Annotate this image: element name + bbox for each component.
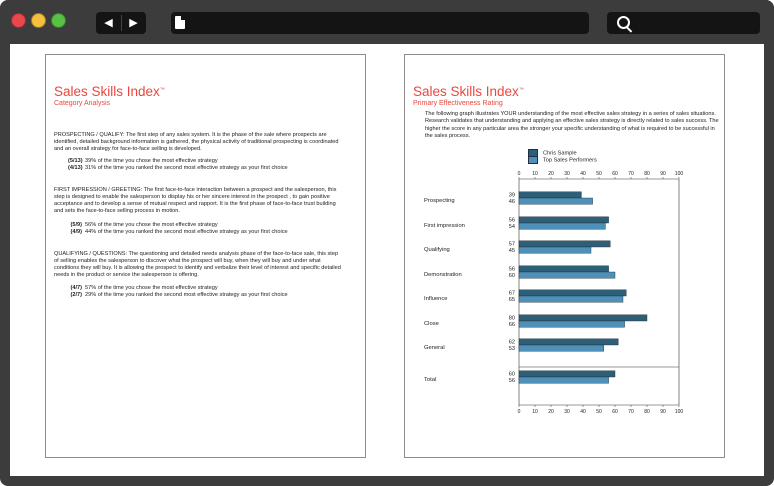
document-viewer (10, 44, 764, 476)
bar-top-performers (519, 345, 604, 351)
x-tick-label-bottom: 20 (548, 409, 554, 415)
x-tick-label-top: 10 (532, 171, 538, 177)
bar-chris-sample (519, 339, 618, 345)
bar-chris-sample (519, 371, 615, 377)
bar-value-label: 62 (508, 339, 515, 346)
bar-value-label: 60 (508, 272, 515, 279)
category-label: Prospecting (424, 198, 455, 204)
x-tick-label-bottom: 80 (644, 409, 650, 415)
maximize-window-button[interactable] (51, 13, 66, 28)
bar-top-performers (519, 272, 615, 278)
x-tick-label-bottom: 90 (660, 409, 666, 415)
bar-value-label: 45 (508, 247, 515, 254)
stat-text: 56% of the time you chose the most effective strategy (85, 222, 218, 228)
category-label: General (424, 345, 445, 351)
x-tick-label-bottom: 30 (564, 409, 570, 415)
bar-value-label: 66 (508, 321, 515, 328)
bar-top-performers (519, 223, 605, 229)
category-label: First impression (424, 223, 465, 229)
bar-value-label: 56 (508, 266, 515, 273)
stat-ratio: (5/9) (70, 222, 82, 228)
page-subtitle: Category Analysis (54, 100, 111, 107)
category-label: Qualifying (424, 247, 450, 253)
stat-text: 31% of the time you ranked the second most effective strategy as your first choice (85, 165, 288, 171)
section-description: FIRST IMPRESSION / GREETING: The first face-to-face interaction between a prospect and the salesperson, this step is designed to enable the salesperson to display his or her sincere interest in the prospect , to gain positive acceptance and to develop a sense of mutual respect and rapport. It is the first phase of face-to-face trust building and sets the face-to-face selling process in motion. (54, 187, 337, 215)
stat-ratio: (4/9) (70, 229, 82, 235)
stat-line (68, 165, 288, 172)
bar-chris-sample (519, 217, 609, 223)
search-bar[interactable] (607, 12, 760, 34)
page-title (54, 84, 165, 100)
navigation-buttons (96, 12, 146, 34)
stat-text: 29% of the time you ranked the second most effective strategy as your first choice (85, 292, 288, 298)
x-tick-label-bottom: 60 (612, 409, 618, 415)
bar-top-performers (519, 321, 625, 327)
x-tick-label-top: 100 (674, 171, 684, 177)
bar-value-label: 53 (508, 345, 515, 352)
stat-ratio: (4/13) (68, 165, 83, 171)
address-bar[interactable] (171, 12, 589, 34)
intro-paragraph: The following graph illustrates YOUR understanding of the most effective sales strategy in a series of sales situations. Research validates that understanding and applying an effective sales strategy is directly related to sales success. The higher the score in any particular area the stronger your specific understanding of what is required to be successful in the sales process. (425, 111, 719, 139)
x-tick-label-top: 0 (517, 171, 521, 177)
bar-value-label: 57 (508, 241, 515, 248)
bar-value-label: 54 (508, 223, 515, 230)
x-tick-label-top: 70 (628, 171, 634, 177)
page-category-analysis (45, 54, 366, 458)
x-tick-label-bottom: 50 (596, 409, 602, 415)
x-tick-label-bottom: 40 (580, 409, 586, 415)
title-bar (0, 0, 774, 44)
bar-value-label: 80 (508, 315, 515, 322)
trademark-mark: ™ (518, 87, 524, 93)
bar-value-label: 56 (508, 217, 515, 224)
back-arrow-icon[interactable]: ◀ (104, 17, 113, 29)
stat-ratio: (4/7) (70, 285, 82, 291)
x-tick-label-bottom: 100 (674, 409, 684, 415)
category-label: Total (424, 377, 437, 383)
page-subtitle: Primary Effectiveness Rating (413, 100, 503, 107)
x-tick-label-top: 60 (612, 171, 618, 177)
x-tick-label-bottom: 0 (517, 409, 521, 415)
x-tick-label-top: 50 (596, 171, 602, 177)
title-text: Sales Skills Index (54, 84, 160, 99)
x-tick-label-top: 20 (548, 171, 554, 177)
title-text: Sales Skills Index (413, 84, 519, 99)
stat-line (68, 229, 288, 236)
bar-chart (405, 55, 724, 457)
document-icon (175, 16, 185, 29)
bar-top-performers (519, 198, 593, 204)
stat-text: 44% of the time you ranked the second most effective strategy as your first choice (85, 229, 288, 235)
category-label: Influence (424, 296, 448, 302)
category-label: Close (424, 321, 439, 327)
bar-value-label: 56 (508, 377, 515, 384)
minimize-window-button[interactable] (31, 13, 46, 28)
bar-chris-sample (519, 192, 581, 198)
section-description: QUALIFYING / QUESTIONS: The questioning and detailed needs analysis phase of the face-to-face sale, this step of selling enables the salesperson to discover what the prospect will buy, when they will buy and under what conditions they will buy. It is allowing the prospect to identify and verbalize their level of interest and specific detailed needs in the product or service the salesperson is offering. (54, 251, 341, 279)
forward-arrow-icon[interactable]: ▶ (129, 17, 138, 29)
search-icon (617, 16, 630, 29)
stat-ratio: (2/7) (70, 292, 82, 298)
bar-chris-sample (519, 241, 610, 247)
x-tick-label-top: 90 (660, 171, 666, 177)
bar-chris-sample (519, 266, 609, 272)
bar-value-label: 67 (508, 290, 515, 297)
bar-chris-sample (519, 290, 626, 296)
x-tick-label-top: 40 (580, 171, 586, 177)
bar-value-label: 60 (508, 371, 515, 378)
bar-top-performers (519, 377, 609, 383)
stat-text: 39% of the time you chose the most effective strategy (85, 158, 218, 164)
bar-top-performers (519, 247, 591, 253)
x-tick-label-top: 30 (564, 171, 570, 177)
stat-line (68, 292, 288, 299)
x-tick-label-bottom: 10 (532, 409, 538, 415)
stat-text: 57% of the time you chose the most effective strategy (85, 285, 218, 291)
bar-value-label: 46 (508, 198, 515, 205)
category-label: Demonstration (424, 272, 462, 278)
bar-top-performers (519, 296, 623, 302)
close-window-button[interactable] (11, 13, 26, 28)
x-tick-label-bottom: 70 (628, 409, 634, 415)
bar-value-label: 39 (508, 192, 515, 199)
section-description: PROSPECTING / QUALIFY: The first step of any sales system. It is the phase of the sale where prospects are identified, detailed background information is gathered, the physical activity of traditional prospecting is coordinated and an overall strategy for face-to-face selling is developed. (54, 132, 339, 153)
bar-value-label: 65 (508, 296, 515, 303)
legend-label: Top Sales Performers (543, 157, 597, 164)
legend-label: Chris Sample (543, 150, 577, 157)
bar-chris-sample (519, 315, 647, 321)
trademark-mark: ™ (159, 87, 165, 93)
page-effectiveness-rating (404, 54, 725, 458)
stat-ratio: (5/13) (68, 158, 83, 164)
x-tick-label-top: 80 (644, 171, 650, 177)
